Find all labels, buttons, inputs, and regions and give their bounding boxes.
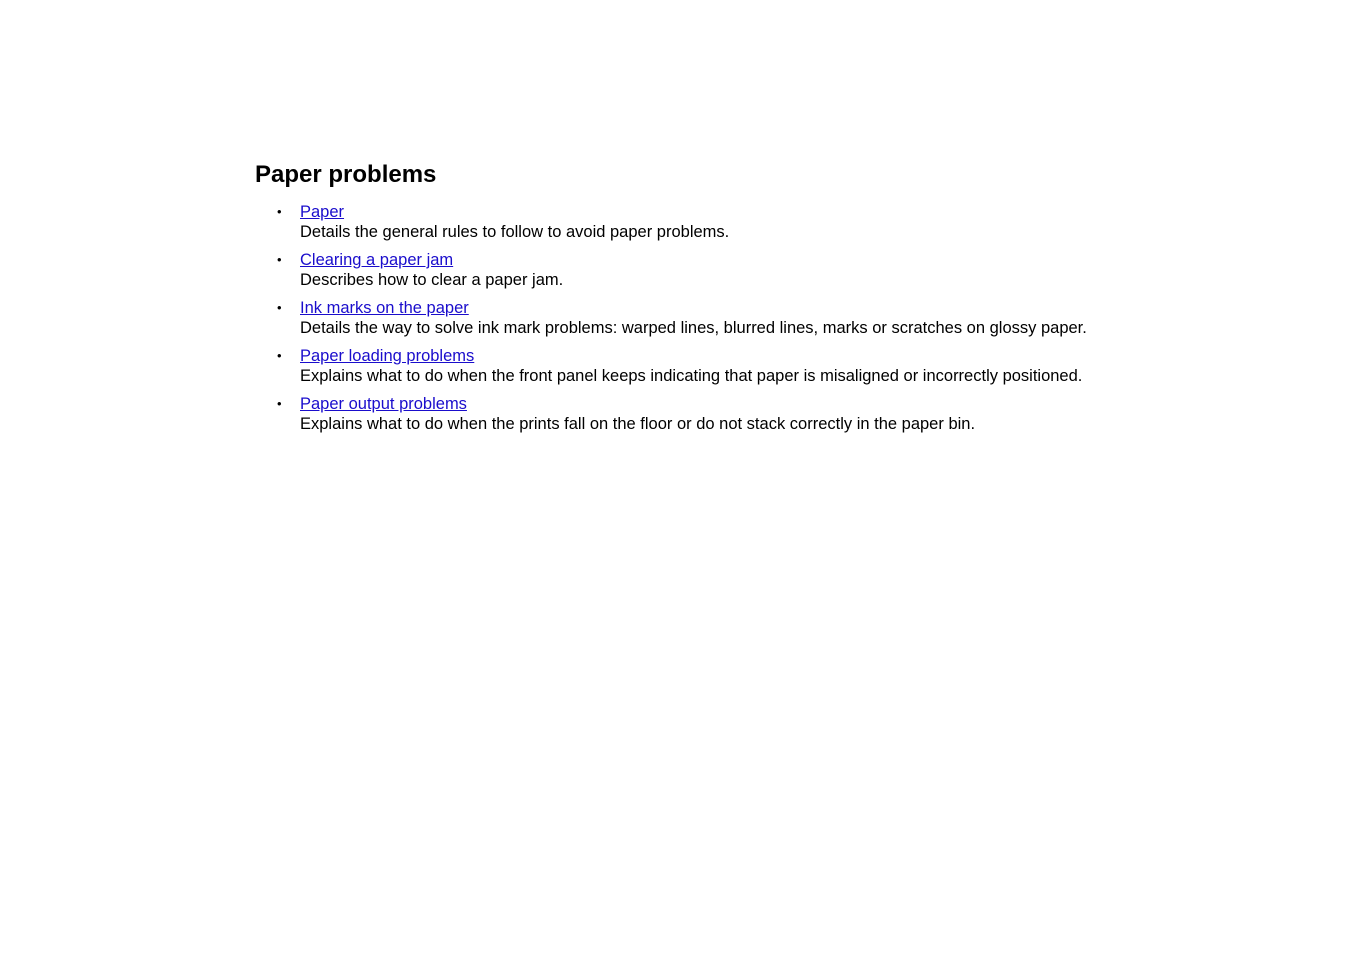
bullet-icon: •	[277, 396, 282, 411]
document-page	[255, 158, 1315, 442]
topic-link-paper-output-problems[interactable]: Paper output problems	[300, 395, 467, 413]
topic-description: Describes how to clear a paper jam.	[300, 271, 564, 289]
topic-description: Explains what to do when the front panel keeps indicating that paper is misaligned or incorrectly positioned.	[300, 367, 1083, 385]
page-title: Paper problems	[255, 161, 437, 188]
topic-link-clearing-paper-jam[interactable]: Clearing a paper jam	[300, 251, 454, 269]
topic-link-paper[interactable]: Paper	[300, 203, 345, 221]
list-item	[255, 394, 1315, 434]
list-item	[255, 250, 1315, 290]
bullet-icon: •	[277, 348, 282, 363]
list-item	[255, 202, 1315, 242]
topic-description: Details the way to solve ink mark problems: warped lines, blurred lines, marks or scratches on glossy paper.	[300, 319, 1087, 337]
bullet-icon: •	[277, 252, 282, 267]
topic-description: Explains what to do when the prints fall on the floor or do not stack correctly in the paper bin.	[300, 415, 976, 433]
list-item	[255, 298, 1315, 338]
list-item	[255, 346, 1315, 386]
topic-link-paper-loading-problems[interactable]: Paper loading problems	[300, 347, 475, 365]
topic-description: Details the general rules to follow to avoid paper problems.	[300, 223, 730, 241]
topic-list	[255, 202, 1315, 434]
bullet-icon: •	[277, 300, 282, 315]
bullet-icon: •	[277, 204, 282, 219]
topic-link-ink-marks[interactable]: Ink marks on the paper	[300, 299, 469, 317]
